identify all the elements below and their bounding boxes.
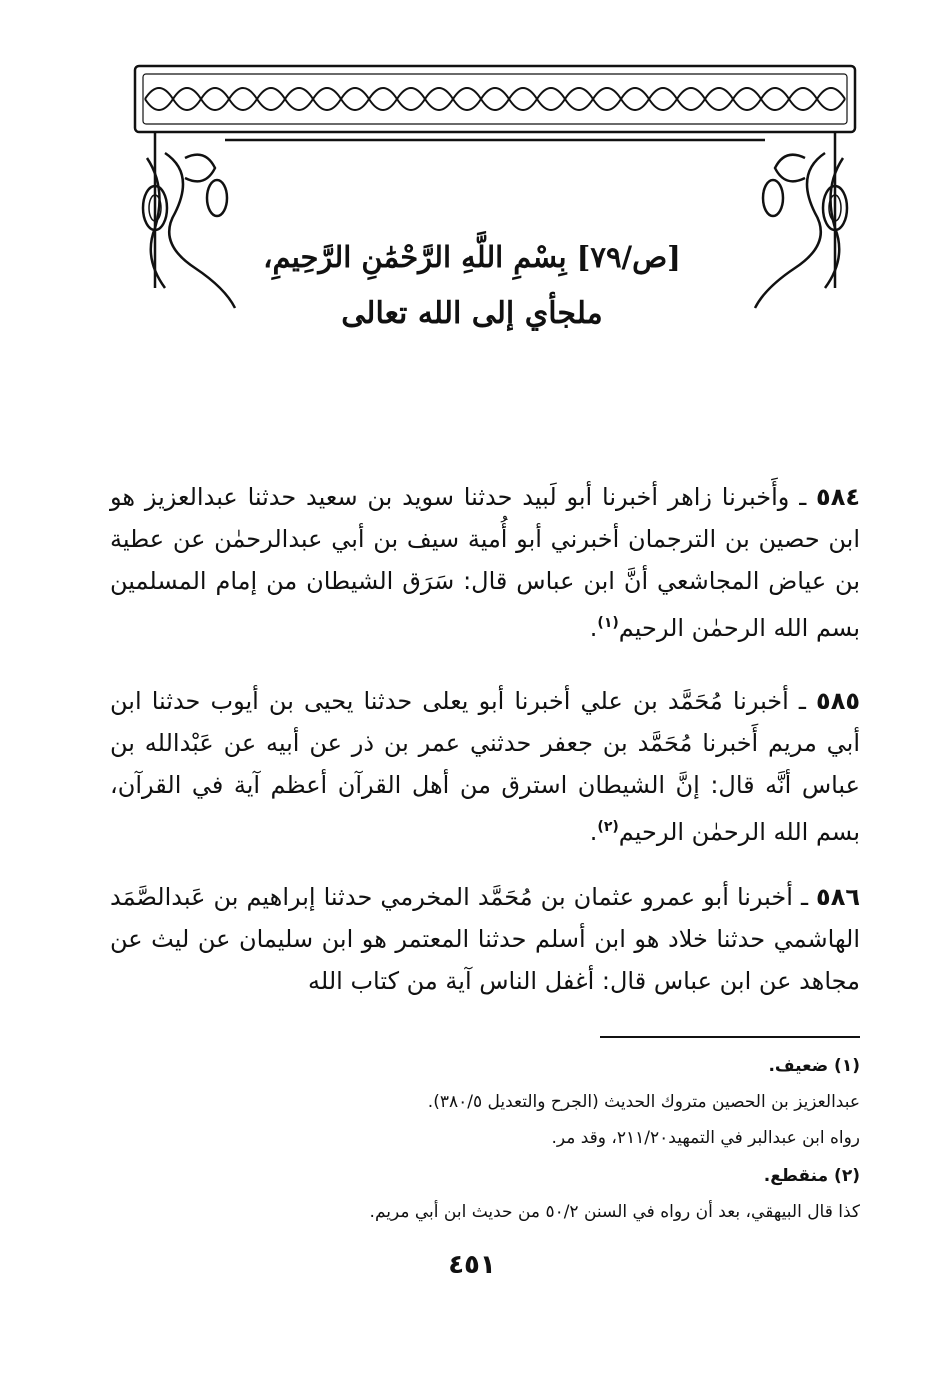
footnote-divider [600, 1036, 860, 1038]
footnote-2-line-1: كذا قال البيهقي، بعد أن رواه في السنن ٥٠/٢ من حديث ابن أبي مريم. [369, 1202, 860, 1222]
hadith-text: ـ وأَخبرنا زاهر أخبرنا أبو لَبيد حدثنا سويد بن سعيد حدثنا عبدالعزيز هو ابن حصين بن الترجمان أخبرني أبو أُمية سيف بن أبي عبدالرحمٰن عن عطية بن عياض المجاشعي أنَّ ابن عباس قال: سَرَق الشيطان من إمام المسلمين بسم الله الرحمٰن الرحيم [110, 483, 860, 642]
footnote-ref: (١) [597, 615, 619, 631]
hadith-584 [110, 476, 860, 649]
basmala-heading: [ص/٧٩] بِسْمِ اللَّهِ الرَّحْمَٰنِ الرَّحِيمِ، [263, 240, 681, 274]
hadith-number: ٥٨٥ [816, 687, 860, 715]
hadith-586 [110, 876, 860, 1002]
footnote-1-heading: (١) ضعيف. [768, 1056, 860, 1076]
footnote-1-line-2: رواه ابن عبدالبر في التمهيد٢١١/٢٠، وقد مر. [551, 1128, 860, 1148]
footnote-1-line-1: عبدالعزيز بن الحصين متروك الحديث (الجرح والتعديل ٣٨٠/٥). [427, 1092, 860, 1112]
footnote-2-heading: (٢) منقطع. [763, 1166, 860, 1186]
hadith-number: ٥٨٦ [816, 883, 860, 911]
chapter-title: ملجأي إلى الله تعالى [341, 296, 603, 331]
hadith-end: . [589, 614, 598, 642]
page-number: ٤٥١ [448, 1250, 496, 1280]
hadith-end: . [589, 818, 598, 846]
hadith-text: ـ أخبرنا أبو عمرو عثمان بن مُحَمَّد المخرمي حدثنا إبراهيم بن عَبدالصَّمَد الهاشمي حدثنا خلاد هو ابن أسلم حدثنا المعتمر هو ابن سليمان عن ليث عن مجاهد عن ابن عباس قال: أغفل الناس آية من كتاب الله [110, 883, 860, 995]
hadith-585 [110, 680, 860, 853]
footnote-ref: (٢) [597, 819, 619, 835]
hadith-text: ـ أخبرنا مُحَمَّد بن علي أخبرنا أبو يعلى حدثنا يحيى بن أيوب حدثنا ابن أبي مريم أَخبرنا مُحَمَّد بن جعفر حدثني عمر بن ذر عن أبيه عن عَبْدالله بن عباس أنَّه قال: إنَّ الشيطان استرق من أهل القرآن أعظم آية في القرآن، بسم الله الرحمٰن الرحيم [110, 687, 860, 846]
hadith-number: ٥٨٤ [816, 483, 860, 511]
